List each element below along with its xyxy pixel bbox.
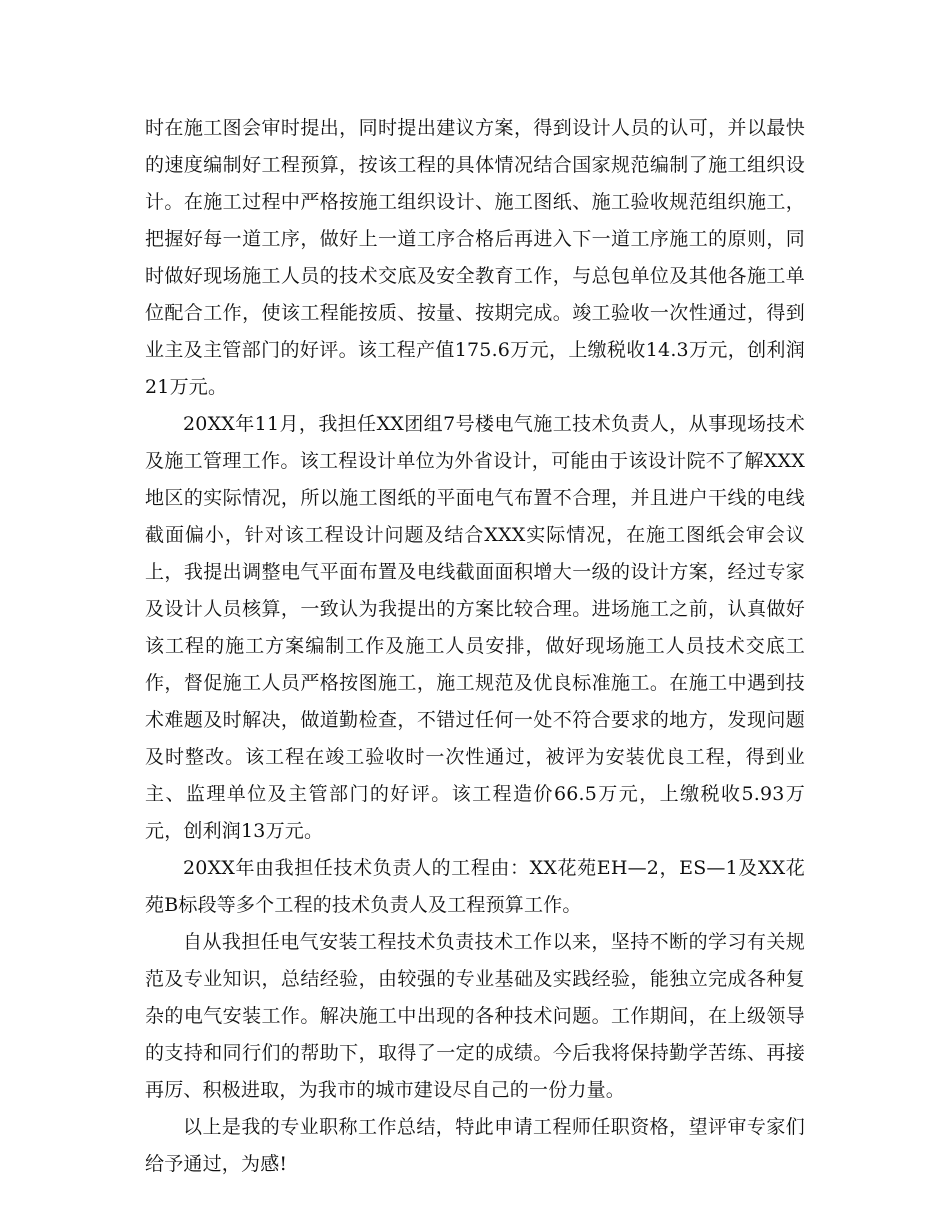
- paragraph-self-summary: 自从我担任电气安装工程技术负责技术工作以来，坚持不断的学习有关规范及专业知识，总结经验，由较强的专业基础及实践经验，能独立完成各种复杂的电气安装工作。解决施工中出现的各种技术问题。工作期间，在上级领导的支持和同行们的帮助下，取得了一定的成绩。今后我将保持勤学苦练、再接再厉、积极进取，为我市的城市建设尽自己的一份力量。: [145, 931, 805, 1101]
- paragraph-project-7-building: 20XX年11月，我担任XX团组7号楼电气施工技术负责人，从事现场技术及施工管理工作。该工程设计单位为外省设计，可能由于该设计院不了解XXX地区的实际情况，所以施工图纸的平面电气布置不合理，并且进户干线的电线截面偏小，针对该工程设计问题及结合XXX实际情况，在施工图纸会审会议上，我提出调整电气平面布置及电线截面面积增大一级的设计方案，经过专家及设计人员核算，一致认为我提出的方案比较合理。进场施工之前，认真做好该工程的施工方案编制工作及施工人员安排，做好现场施工人员技术交底工作，督促施工人员严格按图施工，施工规范及优良标准施工。在施工中遇到技术难题及时解决，做道勤检查，不错过任何一处不符合要求的地方，发现问题及时整改。该工程在竣工验收时一次性通过，被评为安装优良工程，得到业主、监理单位及主管部门的好评。该工程造价66.5万元，上缴税收5.93万元，创利润13万元。: [145, 413, 805, 842]
- document-body: [145, 110, 805, 1183]
- paragraph-continued: 时在施工图会审时提出，同时提出建议方案，得到设计人员的认可，并以最快的速度编制好工程预算，按该工程的具体情况结合国家规范编制了施工组织设计。在施工过程中严格按施工组织设计、施工图纸、施工验收规范组织施工，把握好每一道工序，做好上一道工序合格后再进入下一道工序施工的原则，同时做好现场施工人员的技术交底及安全教育工作，与总包单位及其他各施工单位配合工作，使该工程能按质、按量、按期完成。竣工验收一次性通过，得到业主及主管部门的好评。该工程产值175.6万元，上缴税收14.3万元，创利润21万元。: [145, 117, 805, 398]
- paragraph-projects-list: 20XX年由我担任技术负责人的工程由：XX花苑EH—2，ES—1及XX花苑B标段等多个工程的技术负责人及工程预算工作。: [145, 857, 805, 916]
- paragraph-conclusion: 以上是我的专业职称工作总结，特此申请工程师任职资格，望评审专家们给予通过，为感!: [145, 1116, 805, 1175]
